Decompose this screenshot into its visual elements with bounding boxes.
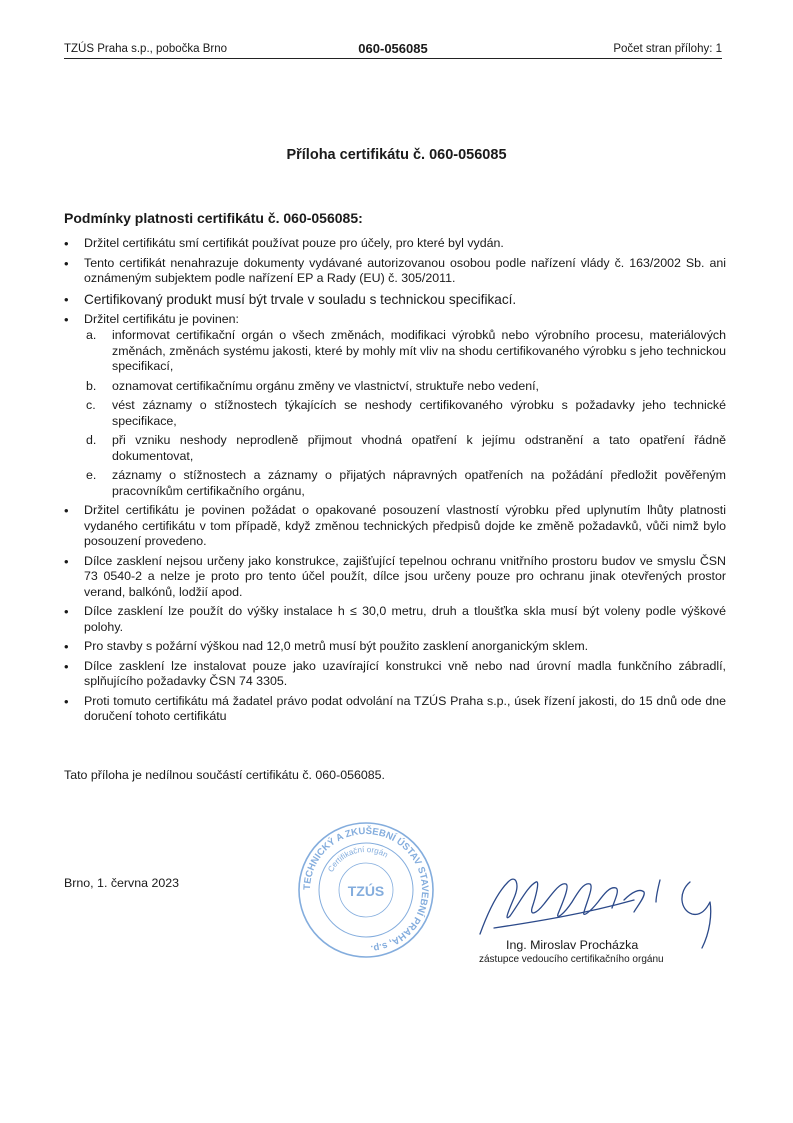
obligation-mark: d.	[86, 433, 97, 447]
obligation-item	[84, 433, 726, 464]
signatory-name: Ing. Miroslav Procházka	[506, 938, 639, 952]
conditions-list	[64, 236, 726, 729]
obligations-intro: Držitel certifikátu je povinen:	[84, 311, 239, 326]
condition-item: • Držitel certifikátu je povinen požádat o opakované posouzení vlastností výrobku před uplynutím lhůty platnosti vydaného certifikátu v tom případě, když změnou technických předpisů dojde ke změně požadavků, vůči nimž bylo posouzení provedeno.	[64, 503, 726, 550]
handwritten-signature	[474, 852, 724, 952]
place-date: Brno, 1. června 2023	[64, 876, 180, 890]
signatory-role: zástupce vedoucího certifikačního orgánu	[479, 954, 664, 965]
obligations-list	[84, 328, 726, 499]
obligation-item	[84, 468, 726, 499]
obligation-item	[84, 398, 726, 429]
conditions-heading: Podmínky platnosti certifikátu č. 060-056085:	[64, 210, 363, 226]
stamp-outer-text: TECHNICKÝ A ZKUŠEBNÍ ÚSTAV STAVEBNÍ PRAHA, s.p.	[301, 825, 431, 954]
obligation-item	[84, 328, 726, 375]
obligation-mark: e.	[86, 468, 97, 482]
header-page-count: Počet stran přílohy: 1	[613, 43, 722, 55]
condition-item: • Certifikovaný produkt musí být trvale v souladu s technickou specifikací.	[64, 291, 726, 308]
condition-item: • Pro stavby s požární výškou nad 12,0 metrů musí být použito zasklení anorganickým sklem.	[64, 639, 726, 655]
obligation-mark: c.	[86, 398, 96, 412]
condition-item: • Proti tomuto certifikátu má žadatel právo podat odvolání na TZÚS Praha s.p., úsek řízení jakosti, do 15 dnů ode dne doručení tohoto certifikátu	[64, 694, 726, 725]
condition-item: • Dílce zasklení nejsou určeny jako konstrukce, zajišťující tepelnou ochranu vnitřního prostoru budov ve smyslu ČSN 73 0540-2 a nelze je proto pro tento účel použít, dílce jsou určeny pouze pro ochranu jinak otevřených prostor verand, balkónů, lodžií apod.	[64, 554, 726, 601]
official-stamp	[296, 820, 436, 960]
condition-item: • Dílce zasklení lze instalovat pouze jako uzavírající konstrukci vně nebo nad úrovní madla funkčního zábradlí, splňujícího požadavky ČSN 74 3305.	[64, 659, 726, 690]
condition-item: • Dílce zasklení lze použít do výšky instalace h ≤ 30,0 metru, druh a tloušťka skla musí být voleny podle výškové polohy.	[64, 604, 726, 635]
obligation-text: záznamy o stížnostech a záznamy o přijatých nápravných opatřeních na požádání předložit pověřeným pracovníkům certifikačního orgánu,	[112, 468, 726, 498]
header-certificate-number: 060-056085	[358, 41, 428, 56]
condition-item: • Tento certifikát nenahrazuje dokumenty vydávané autorizovanou osobou podle nařízení vlády č. 163/2002 Sb. ani oznámeným subjektem podle nařízení EP a Rady (EU) č. 305/2011.	[64, 256, 726, 287]
stamp-inner-text: Certifikační orgán	[326, 844, 390, 874]
page-header	[64, 42, 722, 59]
obligation-item	[84, 379, 726, 395]
obligation-mark: a.	[86, 328, 97, 342]
stamp-center-text: TZÚS	[347, 883, 385, 899]
closing-statement: Tato příloha je nedílnou součástí certifikátu č. 060-056085.	[64, 768, 385, 782]
document-title: Příloha certifikátu č. 060-056085	[286, 147, 507, 163]
header-branch: TZÚS Praha s.p., pobočka Brno	[64, 43, 227, 55]
condition-item: • Držitel certifikátu smí certifikát používat pouze pro účely, pro které byl vydán.	[64, 236, 726, 252]
obligation-text: informovat certifikační orgán o všech změnách, modifikaci výrobků nebo výrobního procesu, materiálových změnách, změnách systému jakosti, které by mohly mít vliv na shodu certifikovaného výrobku s jeho technickou specifikací,	[112, 328, 726, 373]
obligation-text: vést záznamy o stížnostech týkajících se neshody certifikovaného výrobku s požadavky jeho technické specifikace,	[112, 398, 726, 428]
obligation-text: oznamovat certifikačnímu orgánu změny ve vlastnictví, struktuře nebo vedení,	[112, 378, 539, 393]
obligation-mark: b.	[86, 378, 97, 393]
obligation-text: při vzniku neshody neprodleně přijmout vhodná opatření k jejímu odstranění a tato opatření řádně dokumentovat,	[112, 433, 726, 463]
condition-item-obligations	[64, 312, 726, 500]
